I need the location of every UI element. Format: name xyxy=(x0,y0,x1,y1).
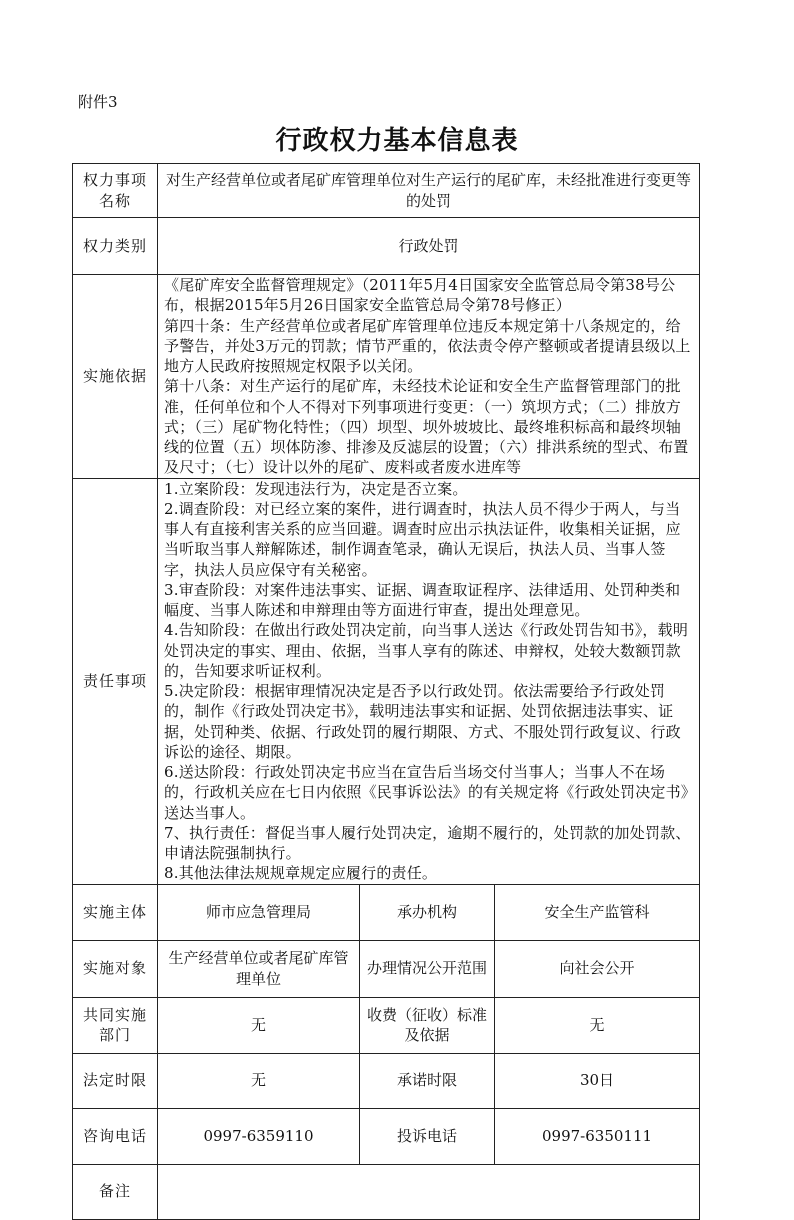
responsibility-line: 1.立案阶段：发现违法行为，决定是否立案。 xyxy=(164,479,468,498)
fee-label: 收费（征收）标准及依据 xyxy=(360,997,495,1053)
row-time-limit xyxy=(73,1053,700,1108)
time-limit-label: 法定时限 xyxy=(73,1053,158,1108)
fee-value: 无 xyxy=(495,997,700,1053)
disclosure-label: 办理情况公开范围 xyxy=(360,940,495,997)
responsibility-label: 责任事项 xyxy=(73,478,158,884)
target-value: 生产经营单位或者尾矿库管理单位 xyxy=(158,940,360,997)
responsibility-line: 8.其他法律法规规章规定应履行的责任。 xyxy=(164,864,438,883)
info-table xyxy=(72,163,700,1220)
row-responsibility xyxy=(73,478,700,884)
responsibility-text xyxy=(158,478,700,884)
subject-label: 实施主体 xyxy=(73,884,158,940)
basis-line: 《尾矿库安全监督管理规定》（2011年5月4日国家安全监管总局令第38号公布，根据2015年5月26日国家安全监管总局令第78号修正） xyxy=(164,276,676,315)
promised-time-value: 30日 xyxy=(495,1053,700,1108)
agency-value: 安全生产监管科 xyxy=(495,884,700,940)
remark-label: 备注 xyxy=(73,1164,158,1219)
row-phone xyxy=(73,1108,700,1164)
responsibility-line: 6.送达阶段：行政处罚决定书应当在宣告后当场交付当事人；当事人不在场的，行政机关应在七日内依照《民事诉讼法》的有关规定将《行政处罚决定书》送达当事人。 xyxy=(164,763,689,822)
responsibility-line: 4.告知阶段：在做出行政处罚决定前，向当事人送达《行政处罚告知书》，载明处罚决定的事实、理由、依据，当事人享有的陈述、申辩权，处较大数额罚款的，告知要求听证权利。 xyxy=(164,621,689,680)
row-subject xyxy=(73,884,700,940)
row-basis xyxy=(73,275,700,479)
complaint-phone-value: 0997-6350111 xyxy=(495,1108,700,1164)
time-limit-value: 无 xyxy=(158,1053,360,1108)
attachment-label: 附件3 xyxy=(78,93,118,111)
agency-label: 承办机构 xyxy=(360,884,495,940)
basis-label: 实施依据 xyxy=(73,275,158,479)
power-name-label: 权力事项名称 xyxy=(73,164,158,218)
power-type-value: 行政处罚 xyxy=(158,218,700,275)
basis-text xyxy=(158,275,700,479)
responsibility-line: 2.调查阶段：对已经立案的案件，进行调查时，执法人员不得少于两人，与当事人有直接利害关系的应当回避。调查时应出示执法证件，收集相关证据，应当听取当事人辩解陈述，制作调查笔录，确认无误后，执法人员、当事人签字，执法人员应保守有关秘密。 xyxy=(164,499,681,579)
document-title: 行政权力基本信息表 xyxy=(275,126,519,156)
responsibility-line: 7、执行责任：督促当事人履行处罚决定，逾期不履行的，处罚款的加处罚款、申请法院强制执行。 xyxy=(164,823,691,862)
consult-phone-label: 咨询电话 xyxy=(73,1108,158,1164)
row-power-name xyxy=(73,164,700,218)
row-remark xyxy=(73,1164,700,1219)
disclosure-value: 向社会公开 xyxy=(495,940,700,997)
power-type-label: 权力类别 xyxy=(73,218,158,275)
row-target xyxy=(73,940,700,997)
row-joint xyxy=(73,997,700,1053)
remark-value xyxy=(158,1164,700,1219)
responsibility-line: 5.决定阶段：根据审理情况决定是否予以行政处罚。依法需要给予行政处罚的，制作《行政处罚决定书》，载明违法事实和证据、处罚依据违法事实、证据，处罚种类、依据、行政处罚的履行期限、方式、不服处罚行政复议、行政诉讼的途径、期限。 xyxy=(164,682,681,761)
basis-line: 第四十条：生产经营单位或者尾矿库管理单位违反本规定第十八条规定的，给予警告，并处3万元的罚款；情节严重的，依法责令停产整顿或者提请县级以上地方人民政府按照规定权限予以关闭。 xyxy=(164,316,691,375)
power-name-value: 对生产经营单位或者尾矿库管理单位对生产运行的尾矿库，未经批准进行变更等的处罚 xyxy=(158,164,700,218)
consult-phone-value: 0997-6359110 xyxy=(158,1108,360,1164)
target-label: 实施对象 xyxy=(73,940,158,997)
joint-value: 无 xyxy=(158,997,360,1053)
row-power-type xyxy=(73,218,700,275)
basis-line: 第十八条：对生产运行的尾矿库，未经技术论证和安全生产监督管理部门的批准，任何单位和个人不得对下列事项进行变更：（一）筑坝方式；（二）排放方式；（三）尾矿物化特性；（四）坝型、坝外坡坡比、最终堆积标高和最终坝轴线的位置（五）坝体防渗、排渗及反滤层的设置；（六）排洪系统的型式、布置及尺寸；（七）设计以外的尾矿、废料或者废水进库等 xyxy=(164,377,689,477)
complaint-phone-label: 投诉电话 xyxy=(360,1108,495,1164)
subject-value: 师市应急管理局 xyxy=(158,884,360,940)
promised-time-label: 承诺时限 xyxy=(360,1053,495,1108)
joint-label: 共同实施部门 xyxy=(73,997,158,1053)
responsibility-line: 3.审查阶段：对案件违法事实、证据、调查取证程序、法律适用、处罚种类和幅度、当事人陈述和申辩理由等方面进行审查，提出处理意见。 xyxy=(164,580,681,619)
